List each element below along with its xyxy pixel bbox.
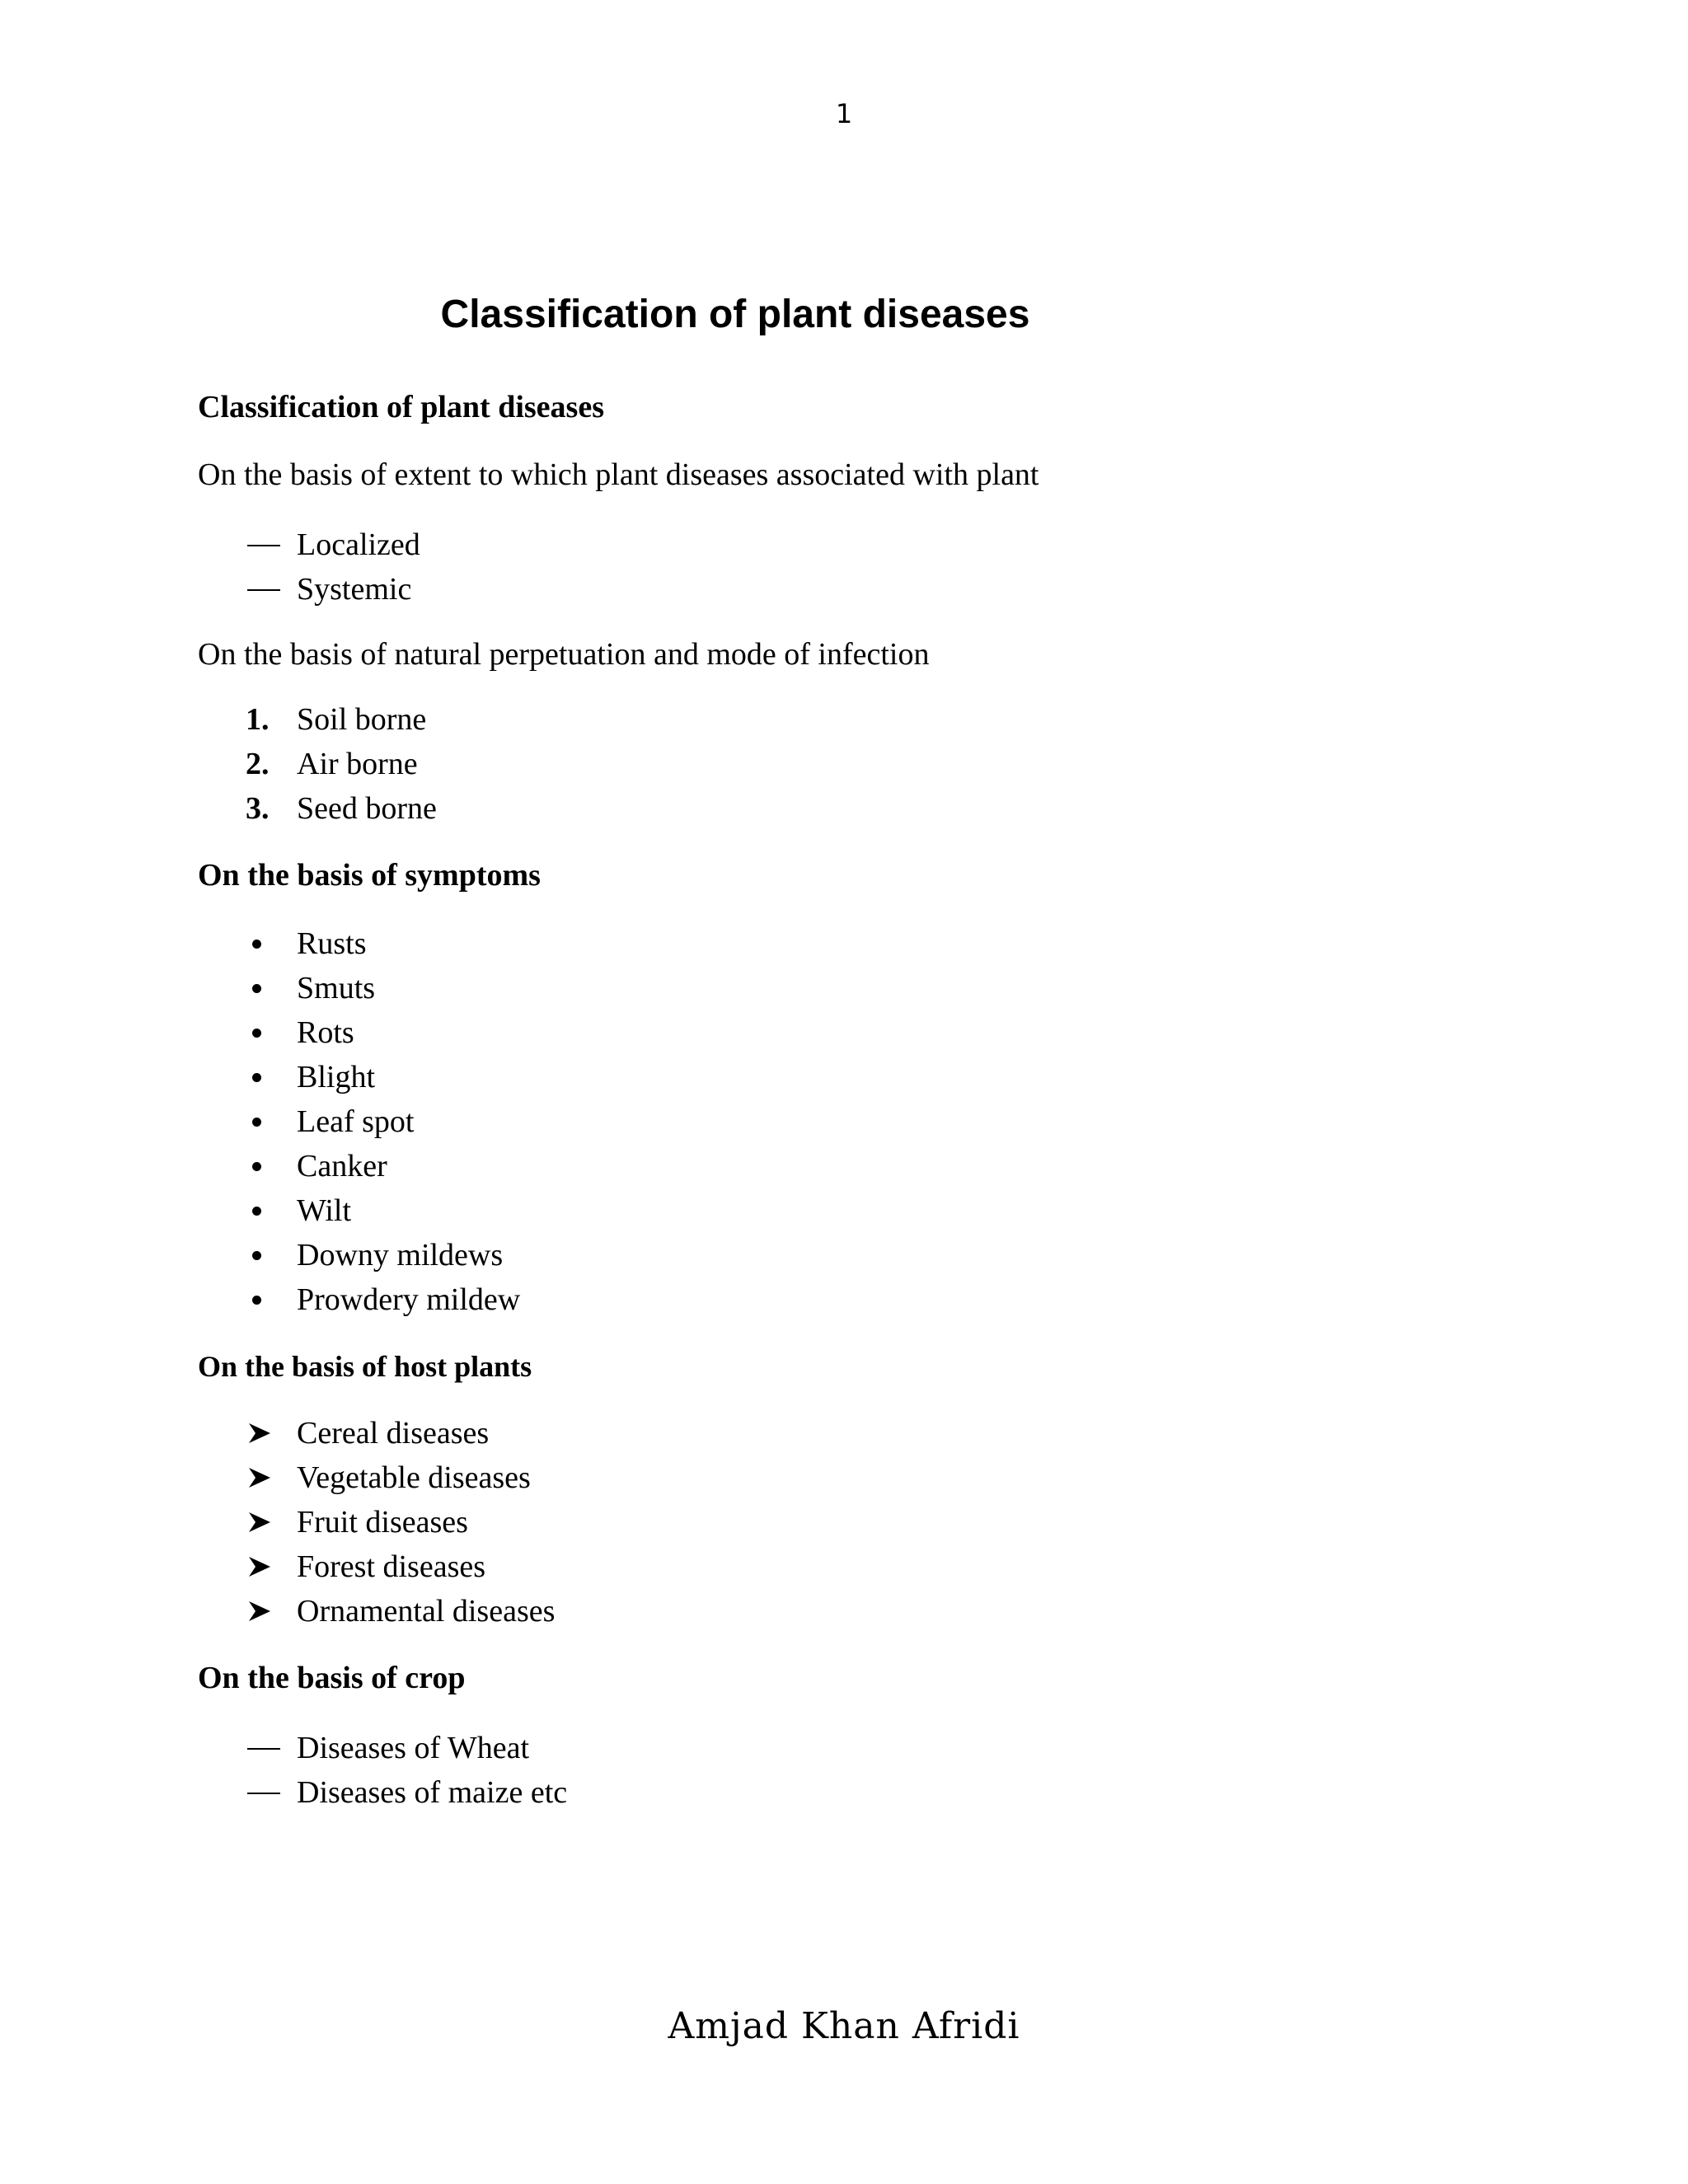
crop-list (198, 1726, 1517, 1815)
list-item: Rusts (297, 926, 367, 961)
list-item: 2. Air borne (198, 742, 1517, 786)
page-number: 1 (835, 98, 853, 129)
host-plants-list (198, 1411, 1517, 1633)
extent-intro: On the basis of extent to which plant diseases associated with plant (198, 457, 1039, 492)
list-item: Cereal diseases (198, 1411, 1517, 1455)
page-title: Classification of plant diseases (440, 293, 1030, 337)
section-heading: Classification of plant diseases (198, 390, 604, 424)
crop-heading: On the basis of crop (198, 1661, 466, 1695)
list-item: Leaf spot (297, 1104, 415, 1139)
list-item: Ornamental diseases (198, 1589, 1517, 1633)
list-item: Diseases of Wheat (297, 1731, 530, 1765)
document-body (198, 387, 1517, 1815)
list-item: Vegetable diseases (198, 1455, 1517, 1500)
list-item: Diseases of maize etc (297, 1775, 568, 1810)
list-item: Blight (297, 1060, 376, 1094)
list-item: Forest diseases (198, 1544, 1517, 1589)
list-number: 2. (246, 747, 270, 781)
symptoms-heading: On the basis of symptoms (198, 858, 541, 893)
list-item: Canker (297, 1149, 387, 1183)
list-item: Localized (297, 527, 420, 562)
perpetuation-list (198, 697, 1517, 831)
list-item: Prowdery mildew (297, 1282, 521, 1317)
perpetuation-intro: On the basis of natural perpetuation and mode of infection (198, 637, 930, 672)
list-item: Wilt (297, 1193, 352, 1228)
list-item: Smuts (297, 971, 376, 1005)
extent-list (198, 523, 1517, 612)
list-item: Downy mildews (297, 1238, 504, 1272)
list-item: Fruit diseases (198, 1500, 1517, 1544)
list-item: 1. Soil borne (198, 697, 1517, 742)
list-number: 1. (246, 702, 270, 737)
list-item: Systemic (297, 572, 412, 607)
list-number: 3. (246, 791, 270, 826)
list-item: Rots (297, 1015, 354, 1050)
list-item: 3. Seed borne (198, 786, 1517, 831)
author-signature: Amjad Khan Afridi (668, 2005, 1020, 2047)
symptoms-list (198, 921, 1517, 1322)
host-plants-heading: On the basis of host plants (198, 1350, 532, 1383)
